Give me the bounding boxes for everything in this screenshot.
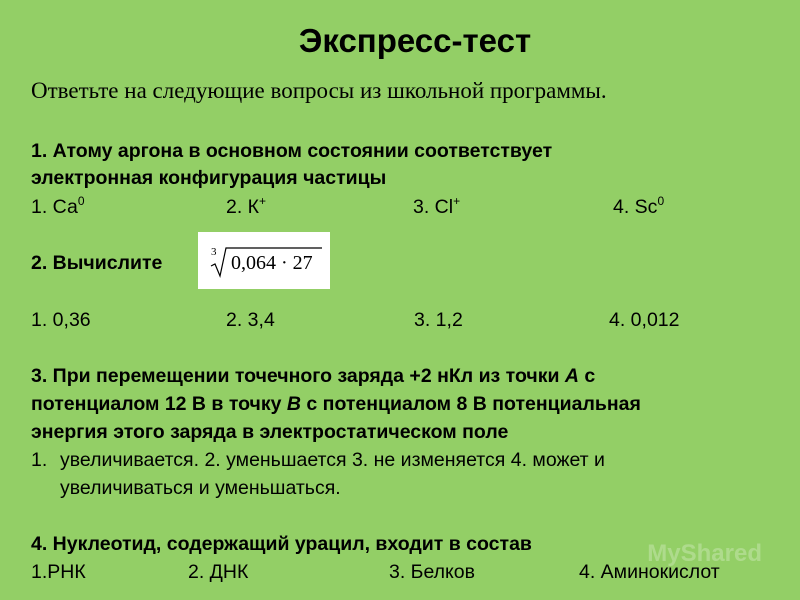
formula-image xyxy=(198,232,330,289)
page-title: Экспресс-тест xyxy=(298,22,532,59)
formula-expression: 0,064 · 27 xyxy=(231,252,313,274)
q1-option-1: 1. $Са^0$ xyxy=(31,194,85,218)
q4-option-4: 4. Аминокислот xyxy=(579,561,720,583)
q4-line: 4. Нуклеотид, содержащий урацил, входит в состав xyxy=(31,533,532,555)
watermark: MyShared xyxy=(647,540,762,567)
radical-bar xyxy=(232,247,322,251)
q2-label: 2. Вычислите xyxy=(31,252,163,274)
q2-option-1: 1. 0,36 xyxy=(31,309,91,331)
q4-option-1: 1.РНК xyxy=(31,561,86,583)
q2-option-2: 2. 3,4 xyxy=(226,309,275,331)
q3-item-number: 1. xyxy=(31,449,48,471)
q2-option-3: 3. 1,2 xyxy=(414,309,463,331)
q2-option-4: 4. 0,012 xyxy=(609,309,680,331)
q4-option-2: 2. ДНК xyxy=(188,561,249,583)
intro-text: Ответьте на следующие вопросы из школьной программы. xyxy=(31,78,607,103)
q1-line1: 1. Атому аргона в основном состоянии соответствует xyxy=(31,140,553,162)
q3-line2: потенциалом 12 В в точку В с потенциалом 8 В потенциальная xyxy=(31,393,641,415)
q4-option-3: 3. Белков xyxy=(389,561,476,583)
root-index: 3 xyxy=(211,246,217,258)
q1-line2: электронная конфигурация частицы xyxy=(31,167,387,189)
q3-line3: энергия этого заряда в электростатическом поле xyxy=(31,421,509,443)
q3-item-line1: увеличивается. 2. уменьшается 3. не изменяется 4. может и xyxy=(60,449,605,471)
q1-option-2: 2. К+ xyxy=(226,194,267,218)
q3-item-line2: увеличиваться и уменьшаться. xyxy=(60,477,341,499)
q1-option-3: 3. Сl+ xyxy=(413,194,461,218)
q1-option-4: 4. Sc$^0$ xyxy=(613,194,665,218)
radical-icon xyxy=(210,246,232,278)
q3-line1: 3. При перемещении точечного заряда +2 нКл из точки А с xyxy=(31,365,596,387)
